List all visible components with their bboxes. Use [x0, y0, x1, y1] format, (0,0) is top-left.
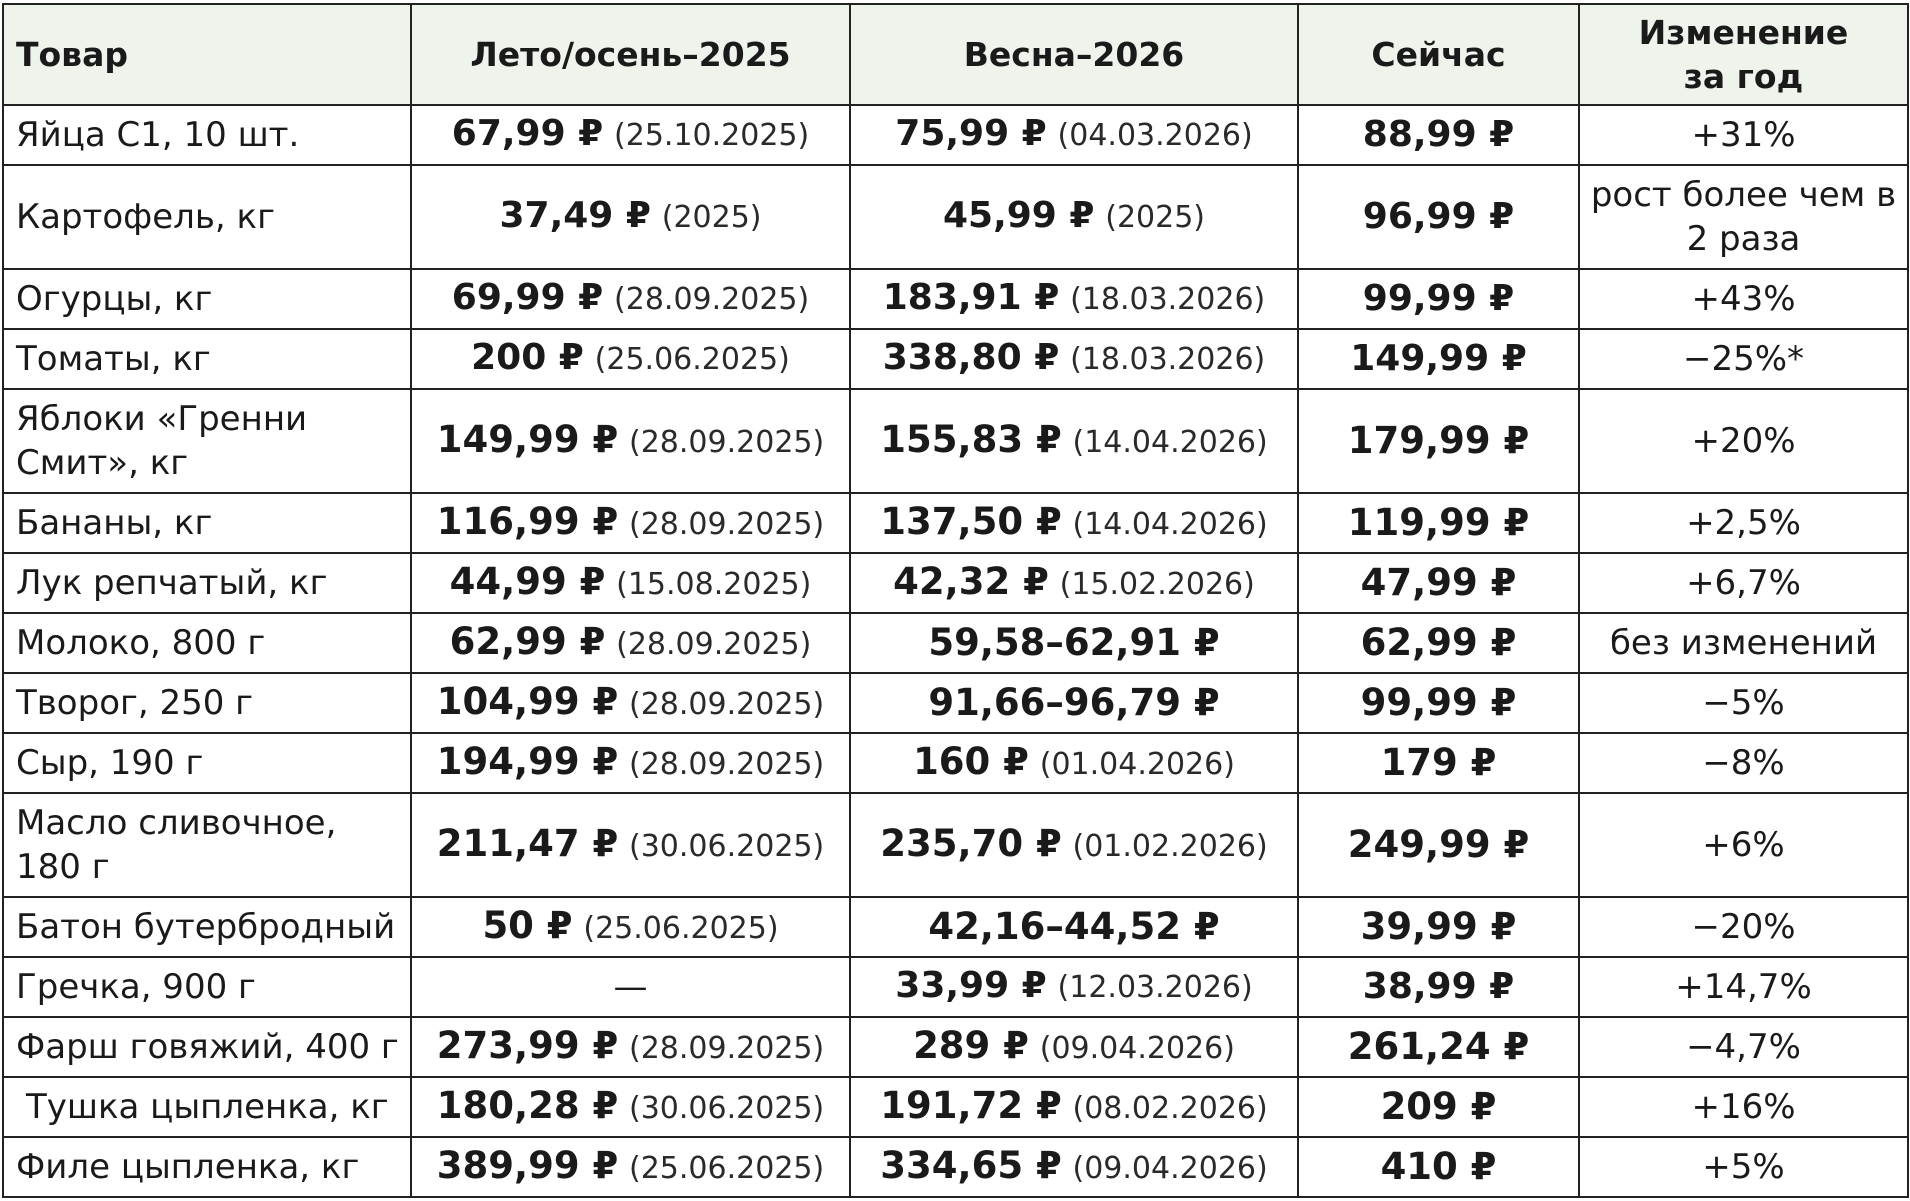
price-value: 119,99 ₽ [1347, 500, 1530, 544]
price-value: 37,49 ₽ [499, 195, 651, 236]
table-row [3, 493, 1908, 553]
price-date: (2025) [661, 200, 762, 235]
price-value: 42,32 ₽ [893, 559, 1049, 603]
price-value: 88,99 ₽ [1362, 114, 1515, 155]
cell-price-summer-autumn-2025 [411, 733, 850, 793]
cell-price-summer-autumn-2025 [411, 329, 850, 389]
cell-product-name: Филе цыпленка, кг [3, 1137, 411, 1197]
price-value: 410 ₽ [1380, 1144, 1497, 1188]
cell-price-summer-autumn-2025 [411, 1137, 850, 1197]
price-value: 38,99 ₽ [1362, 966, 1515, 1007]
price-value: 273,99 ₽ [436, 1023, 619, 1067]
price-date: (14.04.2026) [1072, 506, 1268, 542]
price-value: 45,99 ₽ [942, 195, 1095, 236]
price-value: 44,99 ₽ [449, 559, 606, 603]
price-date: (25.06.2025) [594, 342, 790, 377]
cell-price-spring-2026 [850, 1137, 1298, 1197]
cell-price-summer-autumn-2025 [411, 1017, 850, 1077]
price-date: (28.09.2025) [629, 1030, 825, 1066]
cell-price-now [1298, 897, 1579, 957]
price-value: 183,91 ₽ [882, 277, 1060, 318]
table-row [3, 1017, 1908, 1077]
price-value: 91,66–96,79 ₽ [928, 680, 1220, 724]
price-value: 104,99 ₽ [436, 679, 619, 723]
price-value: 289 ₽ [913, 1023, 1029, 1067]
price-value: 179,99 ₽ [1347, 418, 1530, 462]
cell-change-year: +14,7% [1579, 957, 1908, 1017]
cell-price-summer-autumn-2025 [411, 897, 850, 957]
cell-change-year: +2,5% [1579, 493, 1908, 553]
price-value: 194,99 ₽ [436, 739, 619, 783]
cell-price-spring-2026 [850, 613, 1298, 673]
cell-price-summer-autumn-2025 [411, 269, 850, 329]
table-row [3, 733, 1908, 793]
cell-price-now [1298, 1137, 1579, 1197]
price-date: (28.09.2025) [614, 282, 810, 317]
price-value: 389,99 ₽ [436, 1143, 619, 1187]
price-value: 62,99 ₽ [449, 619, 606, 663]
cell-price-summer-autumn-2025 [411, 793, 850, 897]
header-row [3, 4, 1908, 105]
price-date: (01.04.2026) [1039, 746, 1235, 782]
table-row [3, 673, 1908, 733]
price-value: 137,50 ₽ [880, 499, 1062, 543]
table-row [3, 613, 1908, 673]
price-date: (15.02.2026) [1059, 566, 1255, 602]
price-date: (2025) [1105, 200, 1206, 235]
table-row [3, 105, 1908, 165]
price-value: 249,99 ₽ [1347, 822, 1530, 866]
header-now: Сейчас [1298, 4, 1579, 105]
table-body [3, 105, 1908, 1197]
cell-price-spring-2026 [850, 1017, 1298, 1077]
price-table-container [2, 3, 1907, 1198]
price-value: 42,16–44,52 ₽ [928, 904, 1220, 948]
cell-price-now [1298, 793, 1579, 897]
price-value: 261,24 ₽ [1347, 1024, 1530, 1068]
cell-price-now [1298, 673, 1579, 733]
cell-product-name: Яблоки «Гренни Смит», кг [3, 389, 411, 493]
cell-price-spring-2026 [850, 957, 1298, 1017]
price-value: 235,70 ₽ [880, 821, 1062, 865]
price-date: (28.09.2025) [629, 424, 825, 460]
price-date: (28.09.2025) [616, 626, 812, 662]
cell-change-year: +6,7% [1579, 553, 1908, 613]
cell-price-summer-autumn-2025 [411, 493, 850, 553]
cell-product-name: Творог, 250 г [3, 673, 411, 733]
cell-product-name: Лук репчатый, кг [3, 553, 411, 613]
price-date: (28.09.2025) [629, 506, 825, 542]
price-value: 75,99 ₽ [895, 113, 1047, 154]
table-row [3, 165, 1908, 269]
cell-product-name: Огурцы, кг [3, 269, 411, 329]
cell-price-spring-2026 [850, 269, 1298, 329]
table-row [3, 269, 1908, 329]
cell-product-name: Картофель, кг [3, 165, 411, 269]
price-value: 338,80 ₽ [882, 337, 1060, 378]
cell-change-year: −8% [1579, 733, 1908, 793]
price-date: (28.09.2025) [629, 746, 825, 782]
table-row [3, 1077, 1908, 1137]
price-value: 99,99 ₽ [1360, 680, 1517, 724]
cell-price-spring-2026 [850, 733, 1298, 793]
cell-price-now [1298, 613, 1579, 673]
cell-price-now [1298, 493, 1579, 553]
cell-product-name: Бананы, кг [3, 493, 411, 553]
cell-change-year: +6% [1579, 793, 1908, 897]
cell-price-spring-2026 [850, 553, 1298, 613]
cell-price-spring-2026 [850, 389, 1298, 493]
table-row [3, 329, 1908, 389]
header-change-line2: за год [1683, 56, 1804, 96]
price-value: 62,99 ₽ [1360, 620, 1517, 664]
cell-price-spring-2026 [850, 493, 1298, 553]
cell-change-year: +31% [1579, 105, 1908, 165]
price-value: 47,99 ₽ [1360, 560, 1517, 604]
table-row [3, 553, 1908, 613]
table-row [3, 389, 1908, 493]
price-date: (30.06.2025) [629, 1090, 825, 1126]
price-date: (18.03.2026) [1070, 342, 1266, 377]
cell-price-summer-autumn-2025 [411, 957, 850, 1017]
cell-change-year: −5% [1579, 673, 1908, 733]
price-date: (28.09.2025) [629, 686, 825, 722]
cell-product-name: Гречка, 900 г [3, 957, 411, 1017]
price-value: 334,65 ₽ [880, 1143, 1062, 1187]
price-date: (04.03.2026) [1057, 118, 1253, 153]
cell-change-year: рост более чем в 2 раза [1579, 165, 1908, 269]
table-row [3, 957, 1908, 1017]
cell-price-summer-autumn-2025 [411, 553, 850, 613]
header-product: Товар [3, 4, 411, 105]
price-value: 160 ₽ [913, 739, 1029, 783]
price-value: 191,72 ₽ [880, 1083, 1062, 1127]
cell-product-name: Батон бутербродный [3, 897, 411, 957]
price-dash: — [613, 967, 648, 1007]
price-date: (18.03.2026) [1070, 282, 1266, 317]
cell-price-spring-2026 [850, 673, 1298, 733]
price-value: 39,99 ₽ [1360, 904, 1517, 948]
price-value: 59,58–62,91 ₽ [928, 620, 1220, 664]
cell-price-now [1298, 269, 1579, 329]
price-value: 50 ₽ [482, 903, 573, 947]
cell-product-name: Томаты, кг [3, 329, 411, 389]
cell-change-year: +20% [1579, 389, 1908, 493]
price-value: 211,47 ₽ [436, 821, 619, 865]
header-change [1579, 4, 1908, 105]
cell-product-name: Фарш говяжий, 400 г [3, 1017, 411, 1077]
cell-change-year: −4,7% [1579, 1017, 1908, 1077]
cell-price-summer-autumn-2025 [411, 673, 850, 733]
cell-price-now [1298, 957, 1579, 1017]
cell-price-now [1298, 1017, 1579, 1077]
cell-price-spring-2026 [850, 329, 1298, 389]
cell-change-year: −25%* [1579, 329, 1908, 389]
price-value: 180,28 ₽ [436, 1083, 619, 1127]
cell-change-year: без изменений [1579, 613, 1908, 673]
price-date: (14.04.2026) [1072, 424, 1268, 460]
cell-price-summer-autumn-2025 [411, 613, 850, 673]
cell-price-summer-autumn-2025 [411, 389, 850, 493]
price-value: 200 ₽ [471, 337, 584, 378]
price-value: 179 ₽ [1380, 740, 1497, 784]
cell-price-summer-autumn-2025 [411, 165, 850, 269]
price-value: 155,83 ₽ [880, 417, 1062, 461]
cell-price-now [1298, 105, 1579, 165]
cell-change-year: +16% [1579, 1077, 1908, 1137]
cell-price-now [1298, 329, 1579, 389]
price-date: (09.04.2026) [1072, 1150, 1268, 1186]
price-value: 67,99 ₽ [451, 113, 604, 154]
cell-change-year: +43% [1579, 269, 1908, 329]
price-date: (09.04.2026) [1039, 1030, 1235, 1066]
header-spring-2026: Весна–2026 [850, 4, 1298, 105]
cell-price-spring-2026 [850, 897, 1298, 957]
price-date: (25.06.2025) [629, 1150, 825, 1186]
cell-product-name: Молоко, 800 г [3, 613, 411, 673]
cell-price-summer-autumn-2025 [411, 105, 850, 165]
price-date: (25.10.2025) [614, 118, 810, 153]
cell-price-now [1298, 165, 1579, 269]
cell-product-name: Яйца С1, 10 шт. [3, 105, 411, 165]
table-row [3, 897, 1908, 957]
table-row [3, 1137, 1908, 1197]
price-date: (01.02.2026) [1072, 828, 1268, 864]
cell-price-now [1298, 389, 1579, 493]
table-row [3, 793, 1908, 897]
header-summer-autumn-2025: Лето/осень–2025 [411, 4, 850, 105]
cell-product-name: Масло сливочное, 180 г [3, 793, 411, 897]
price-value: 69,99 ₽ [451, 277, 604, 318]
table-header [3, 4, 1908, 105]
header-change-line1: Изменение [1638, 12, 1849, 52]
price-value: 209 ₽ [1380, 1084, 1497, 1128]
price-value: 116,99 ₽ [436, 499, 619, 543]
price-value: 33,99 ₽ [895, 965, 1047, 1006]
price-comparison-table [2, 3, 1909, 1198]
price-value: 96,99 ₽ [1362, 196, 1515, 237]
price-value: 99,99 ₽ [1362, 278, 1515, 319]
price-date: (08.02.2026) [1072, 1090, 1268, 1126]
cell-price-summer-autumn-2025 [411, 1077, 850, 1137]
cell-price-now [1298, 733, 1579, 793]
cell-product-name: Сыр, 190 г [3, 733, 411, 793]
cell-price-spring-2026 [850, 1077, 1298, 1137]
cell-change-year: −20% [1579, 897, 1908, 957]
price-value: 149,99 ₽ [436, 417, 619, 461]
cell-product-name: Тушка цыпленка, кг [3, 1077, 411, 1137]
cell-change-year: +5% [1579, 1137, 1908, 1197]
price-date: (25.06.2025) [583, 910, 779, 946]
cell-price-now [1298, 1077, 1579, 1137]
price-date: (15.08.2025) [616, 566, 812, 602]
cell-price-now [1298, 553, 1579, 613]
cell-price-spring-2026 [850, 793, 1298, 897]
cell-price-spring-2026 [850, 165, 1298, 269]
price-date: (12.03.2026) [1057, 970, 1253, 1005]
cell-price-spring-2026 [850, 105, 1298, 165]
price-date: (30.06.2025) [629, 828, 825, 864]
price-value: 149,99 ₽ [1350, 338, 1527, 379]
